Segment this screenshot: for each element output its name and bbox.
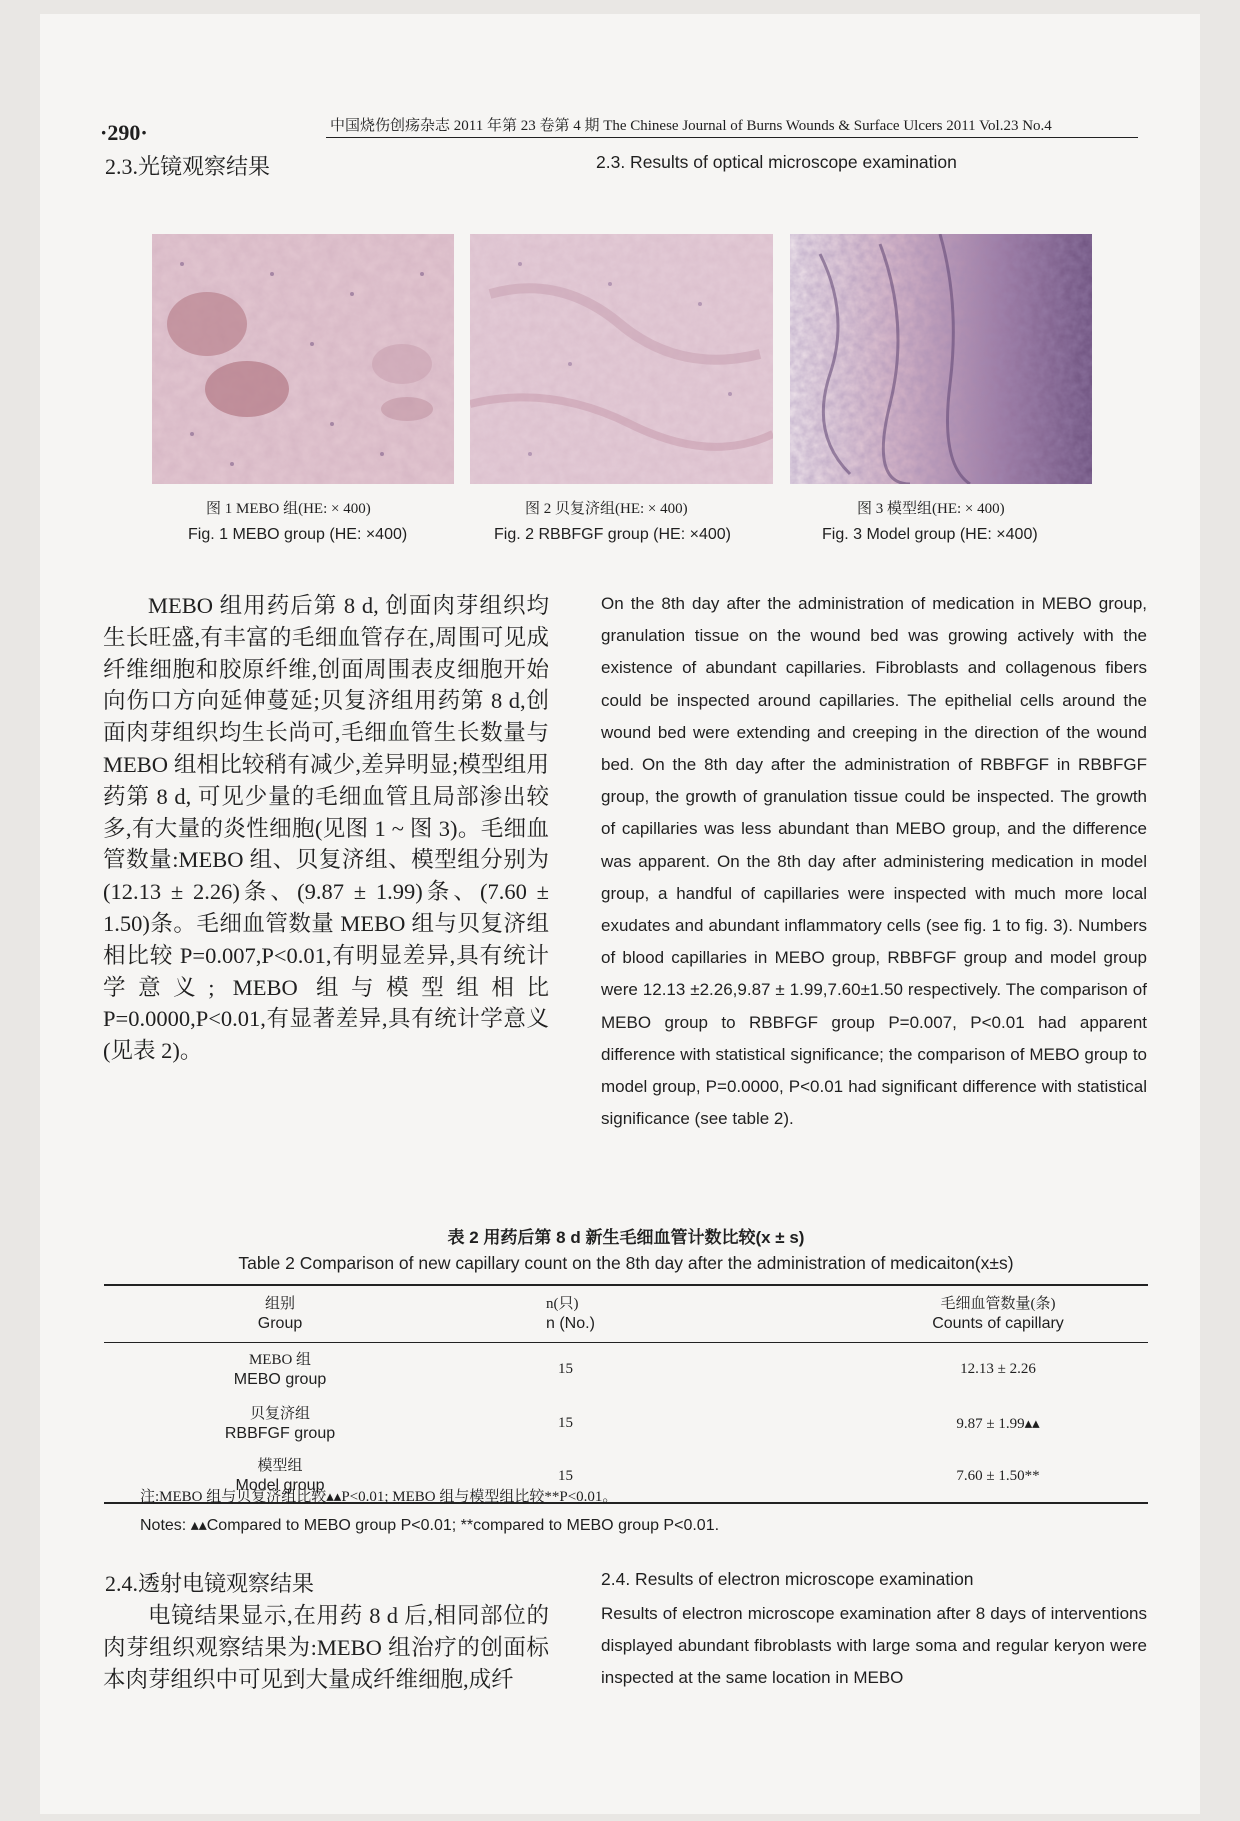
table-row: MEBO 组 MEBO group 15 12.13 ± 2.26 (233, 1351, 1036, 1388)
fig3-caption-cn: 图 3 模型组(HE: × 400) (857, 501, 1005, 517)
micrograph-fig3 (790, 234, 1092, 484)
section-heading-en-24: 2.4. Results of electron microscope examination (601, 1569, 974, 1589)
paragraph-cn-24: 电镜结果显示,在用药 8 d 后,相同部位的肉芽组织观察结果为:MEBO 组治疗的创面标本肉芽组织中可见到大量成纤维细胞,成纤 (103, 1603, 549, 1692)
body-text-cn-24 (103, 1600, 549, 1695)
micrograph-fig2 (470, 234, 773, 484)
fig1-caption-en: Fig. 1 MEBO group (HE: ×400) (188, 526, 408, 543)
table-2 (104, 1284, 1148, 1504)
fig2-caption-cn: 图 2 贝复济组(HE: × 400) (525, 501, 688, 517)
col-header-group: 组别 Group (104, 1285, 456, 1343)
body-text-en-24: Results of electron microscope examination after 8 days of interventions displayed abundant fibroblasts with large soma and regular keryon were inspected at the same location in MEBO (601, 1604, 1147, 1688)
table-title-en: Table 2 Comparison of new capillary count on the 8th day after the administration of medicaiton(x±s) (238, 1253, 1014, 1273)
fig2-caption-en: Fig. 2 RBBFGF group (HE: ×400) (494, 526, 731, 543)
section-heading-cn: 2.3.光镜观察结果 (105, 154, 271, 179)
micrograph-fig1 (152, 234, 454, 484)
table-note-en: Notes: ▴▴Compared to MEBO group P<0.01; **compared to MEBO group P<0.01. (140, 1517, 720, 1534)
section-heading-cn-24: 2.4.透射电镜观察结果 (105, 1571, 315, 1596)
section-heading-en: 2.3. Results of optical microscope examination (596, 152, 957, 172)
body-text-cn (103, 590, 549, 1067)
table-header-row (104, 1285, 1148, 1343)
header-rule (326, 137, 1138, 138)
page-number: ·290· (100, 120, 148, 145)
body-text-en: On the 8th day after the administration of medication in MEBO group, granulation tissue on the wound bed was growing actively with the existence of abundant capillaries. Fibroblasts and collagenous fibers could be inspected around capillaries. The epithelial cells around the wound bed were extending and creeping in the direction of the wound bed. On the 8th day after the administration of RBBFGF in RBBFGF group, the growth of granulation tissue could be inspected. The growth of capillaries was less abundant than MEBO group, and the difference was apparent. On the 8th day after administering medication in model group, a handful of capillaries were inspected with much more local exudates and abundant inflammatory cells (see fig. 1 to fig. 3). Numbers of blood capillaries in MEBO group, RBBFGF group and model group were 12.13 ±2.26,9.87 ± 1.99,7.60±1.50 respectively. The comparison of MEBO group to RBBFGF group P=0.007, P<0.01 had apparent difference with statistical significance; the comparison of MEBO group to model group, P=0.0000, P<0.01 had significant difference with statistical significance (see table 2). (601, 594, 1147, 1129)
table-title-cn: 表 2 用药后第 8 d 新生毛细血管计数比较(x ± s) (447, 1228, 805, 1247)
paragraph-cn: MEBO 组用药后第 8 d, 创面肉芽组织均生长旺盛,有丰富的毛细血管存在,周围可见成纤维细胞和胶原纤维,创面周围表皮细胞开始向伤口方向延伸蔓延;贝复济组用药第 8 d,创面肉芽组织均生长尚可,毛细血管生长数量与 MEBO 组相比较稍有减少,差异明显;模型组用药第 8 d, 可见少量的毛细血管且局部渗出较多,有大量的炎性细胞(见图 1 ~ 图 3)。毛细血管数量:MEBO 组、贝复济组、模型组分别为(12.13 ± 2.26)条、(9.87 ± 1.99)条、(7.60 ± 1.50)条。毛细血管数量 MEBO 组与贝复济组相比较 P=0.007,P<0.01,有明显差异,具有统计学意义; MEBO 组与模型组相比 P=0.0000,P<0.01,有显著差异,具有统计学意义(见表 2)。 (103, 593, 549, 1064)
col-header-n: n(只) n (No.) (456, 1285, 848, 1343)
fig3-caption-en: Fig. 3 Model group (HE: ×400) (822, 526, 1038, 543)
table-note-cn: 注:MEBO 组与贝复济组比较▴▴P<0.01; MEBO 组与模型组比较**P<0.01。 (140, 1489, 618, 1505)
col-header-count: 毛细血管数量(条) Counts of capillary (848, 1285, 1148, 1343)
table-row: 模型组 Model group 15 7.60 ± 1.50** (104, 1451, 1148, 1503)
fig1-caption-cn: 图 1 MEBO 组(HE: × 400) (206, 501, 371, 517)
table-row: 贝复济组 RBBFGF group 15 9.87 ± 1.99▴▴ (224, 1405, 1040, 1442)
running-header: 中国烧伤创疡杂志 2011 年第 23 卷第 4 期 The Chinese Journal of Burns Wounds & Surface Ulcers 2011 Vol.23 No.4 (330, 118, 1052, 134)
